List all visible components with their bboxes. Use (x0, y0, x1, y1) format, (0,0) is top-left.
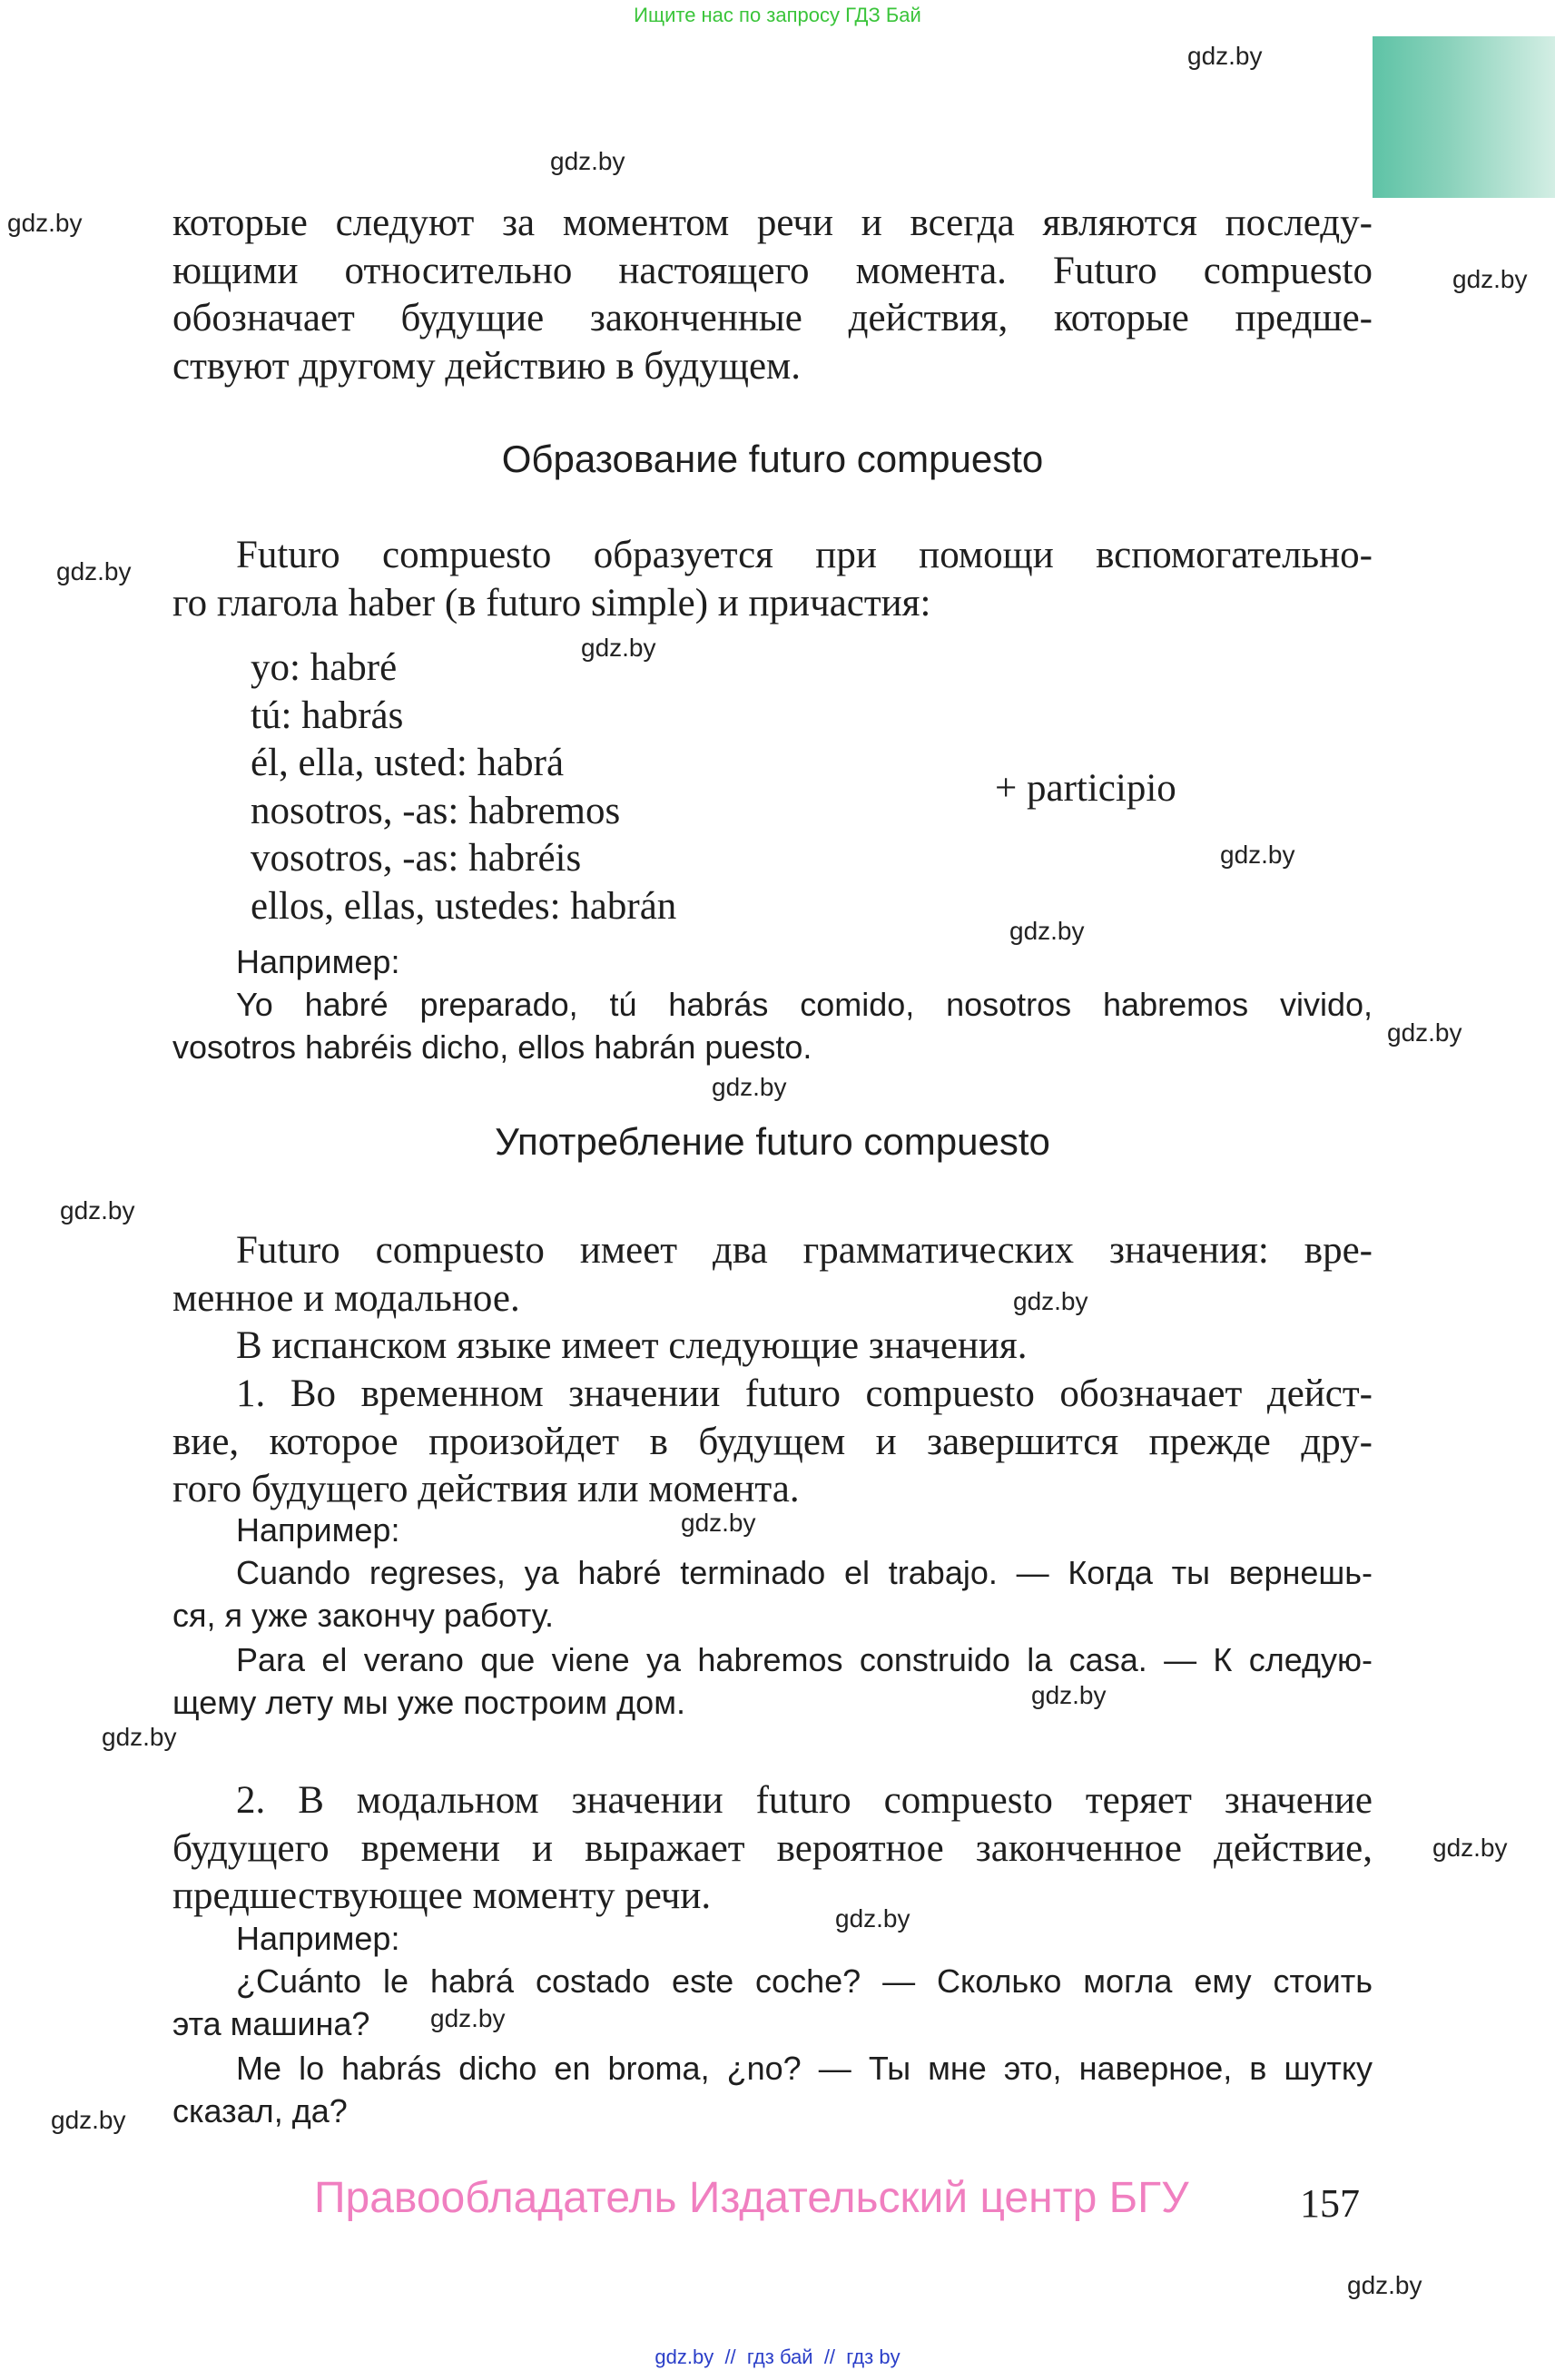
text-line: 1. Во временном значении futuro compuesto обозначает дейст- (236, 1372, 1373, 1415)
text-line: Me lo habrás dicho en broma, ¿no? — Ты мне это, наверное, в шутку (236, 2050, 1373, 2087)
section-heading-usage: Употребление futuro compuesto (495, 1120, 1050, 1163)
watermark: gdz.by (681, 1509, 756, 1537)
text-line: которые следуют за моментом речи и всегда являются последу- (172, 202, 1373, 244)
usage-paragraph-3 (172, 1371, 1373, 1514)
watermark: gdz.by (1432, 1834, 1508, 1862)
text-line: Para el verano que viene ya habremos construido la casa. — К следую- (236, 1641, 1373, 1678)
section-heading-formation: Образование futuro compuesto (501, 438, 1044, 480)
text-line: щему лету мы уже построим дом. (172, 1684, 685, 1721)
text-line: гого будущего действия или момента. (172, 1468, 800, 1510)
conjugation-item: ellos, ellas, ustedes: habrán (251, 884, 677, 928)
conjugation-item: yo: habré (251, 646, 398, 689)
text-line: вие, которое произойдет в будущем и завершится прежде дру- (172, 1420, 1373, 1463)
watermark: gdz.by (1187, 42, 1263, 70)
usage-paragraph-4 (172, 1777, 1373, 1921)
watermark: gdz.by (1220, 841, 1295, 869)
watermark: gdz.by (60, 1196, 135, 1224)
text-line: ствуют другому действию в будущем. (172, 344, 801, 388)
page-number: 157 (1300, 2181, 1360, 2226)
top-banner[interactable]: Ищите нас по запросу ГДЗ Бай (634, 4, 921, 26)
watermark: gdz.by (835, 1904, 910, 1933)
conjugation-item: él, ella, usted: habrá (251, 742, 565, 784)
temporal-examples (172, 1509, 1373, 1724)
conjugation-item: vosotros, -as: habréis (251, 837, 582, 880)
text-line: ся, я уже закончу работу. (172, 1597, 555, 1634)
watermark: gdz.by (430, 2004, 506, 2032)
modal-examples (172, 1917, 1373, 2132)
watermark: gdz.by (712, 1073, 787, 1101)
text-line: Cuando regreses, ya habré terminado el trabajo. — Когда ты вернешь- (236, 1554, 1373, 1591)
watermark: gdz.by (56, 557, 132, 585)
watermark: gdz.by (1009, 917, 1085, 945)
text-line: обозначает будущие законченные действия, которые предше- (172, 297, 1373, 339)
watermark: gdz.by (1387, 1018, 1462, 1047)
intro-paragraph (172, 200, 1373, 390)
text-line: Futuro compuesto образуется при помощи вспомогательно- (236, 534, 1373, 576)
watermark: gdz.by (1347, 2271, 1422, 2299)
watermark: gdz.by (581, 634, 656, 662)
text-line: го глагола haber (в futuro simple) и причастия: (172, 581, 931, 625)
corner-decoration (1373, 36, 1555, 198)
formation-example (172, 940, 1373, 1068)
watermark: gdz.by (102, 1723, 177, 1751)
text-line: предшествующее моменту речи. (172, 1874, 712, 1917)
text-line: В испанском языке имеет следующие значения. (236, 1324, 1028, 1367)
example-label: Например: (236, 943, 400, 980)
conjugation-list (251, 644, 676, 930)
watermark: gdz.by (51, 2106, 126, 2134)
bottom-links[interactable]: gdz.by // гдз бай // гдз by (654, 2346, 901, 2368)
text-line: эта машина? (172, 2005, 370, 2042)
text-line: Futuro compuesto имеет два грамматических значения: вре- (236, 1229, 1373, 1272)
watermark: gdz.by (550, 147, 625, 175)
copyright-notice: Правообладатель Издательский центр БГУ (314, 2174, 1189, 2222)
watermark: gdz.by (1452, 265, 1528, 293)
plus-participio: + participio (995, 767, 1176, 810)
text-line: менное и модальное. (172, 1276, 520, 1320)
watermark: gdz.by (1031, 1681, 1107, 1709)
text-line: 2. В модальном значении futuro compuesto теряет значение (236, 1779, 1373, 1822)
watermark: gdz.by (7, 209, 83, 237)
text-line: сказал, да? (172, 2092, 348, 2129)
conjugation-item: tú: habrás (251, 693, 404, 737)
text-line: ¿Cuánto le habrá costado este coche? — Сколько могла ему стоить (236, 1962, 1373, 2000)
formation-intro (172, 532, 1373, 627)
usage-paragraph-2 (172, 1323, 1373, 1371)
text-line: ющими относительно настоящего момента. Futuro compuesto (172, 249, 1373, 292)
example-label: Например: (236, 1920, 400, 1957)
text-line: vosotros habréis dicho, ellos habrán puesto. (172, 1028, 812, 1066)
conjugation-item: nosotros, -as: habremos (251, 789, 621, 832)
example-label: Например: (236, 1511, 400, 1549)
usage-paragraph-1 (172, 1227, 1373, 1323)
text-line: Yo habré preparado, tú habrás comido, nosotros habremos vivido, (236, 986, 1373, 1023)
watermark: gdz.by (1013, 1287, 1088, 1315)
text-line: будущего времени и выражает вероятное законченное действие, (172, 1826, 1373, 1870)
